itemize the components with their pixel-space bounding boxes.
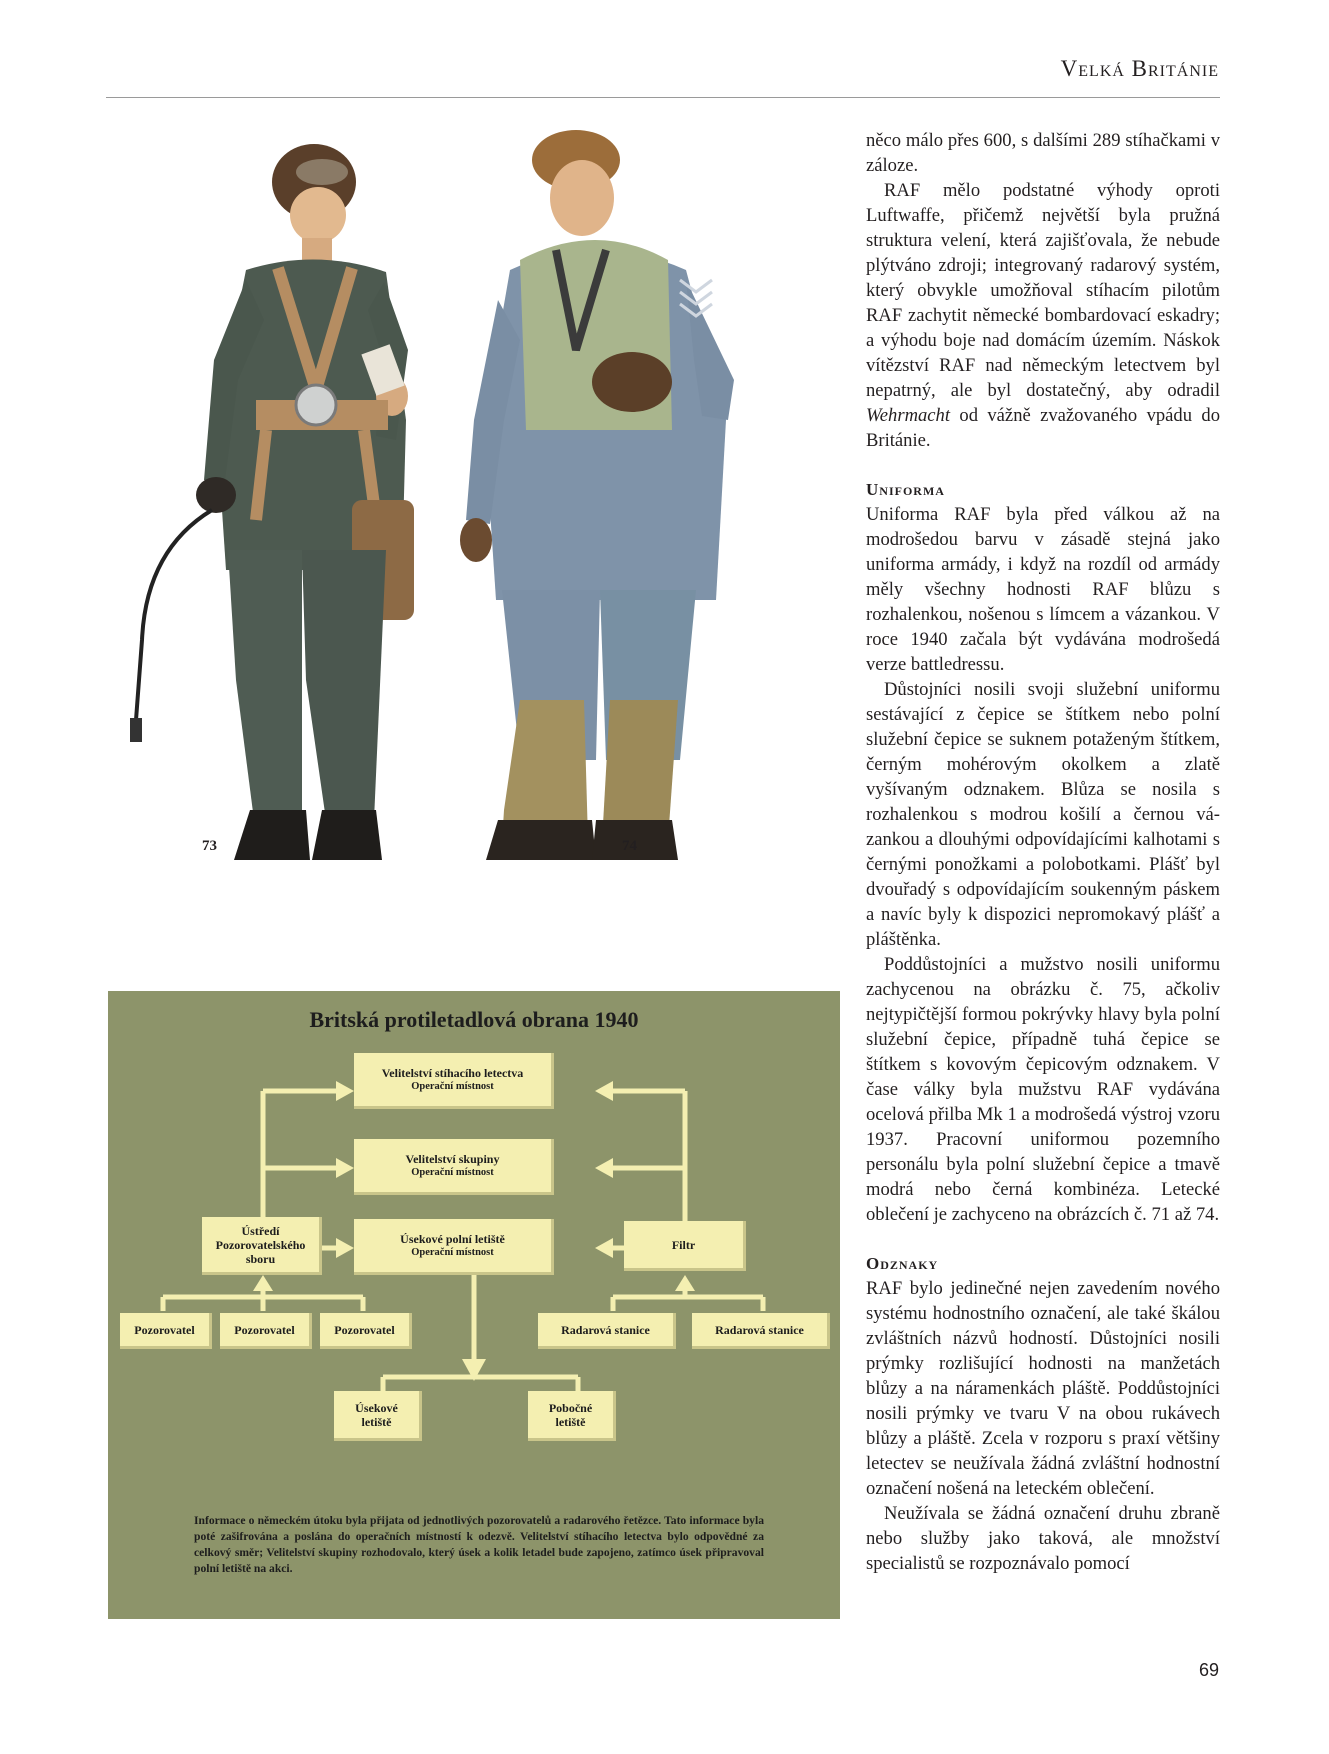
diagram-title: Britská protiletadlová obrana 1940	[309, 1007, 639, 1032]
figure-number-73: 73	[202, 838, 217, 854]
paragraph-1: něco málo přes 600, s dalšími 289 stíhačkami v záloze.	[866, 130, 1220, 176]
header-rule	[106, 97, 1220, 98]
paragraph-6: RAF bylo jedinečné nejen zavedením nového systému hodnostního označení, ale také škálou zvláštních názvů hodností. Důstojníci nosili prýmky rozlišující hodnosti na manžetách blůzy a na náramenkách pláště. Poddůstojníci nosili prýmky ve tvaru V na obou rukávech blůzy a pláště. Zcela v rozporu s praxí většiny letectev se neužívala žádná zvláštní hodnostní označení nošená na leteckém oblečení.	[866, 1278, 1220, 1499]
illustration-airmen	[106, 120, 846, 960]
figure-74	[460, 130, 734, 860]
box-fighter-command: Velitelství stíhacího letectva Operační místnost	[354, 1053, 554, 1109]
box-observer-1: Pozorovatel	[120, 1313, 212, 1349]
running-head: Velká Británie	[1060, 56, 1219, 81]
box-radar-1: Radarová stanice	[538, 1313, 676, 1349]
box-sector-airfield-ops: Úsekové polní letiště Operační místnost	[354, 1219, 554, 1275]
box-filter: Filtr	[624, 1221, 746, 1271]
box-satellite-airfield: Pobočné letiště	[528, 1391, 616, 1441]
diagram-caption: Informace o německém útoku byla přijata od jednotlivých pozorovatelů a radarového řetězce. Tato informace byla poté zašifrována a poslána do operačních místností k odezvě. Velitelství stíhacího letectva bylo odpovědné za celkový směr; Velitelství skupiny rozhodovalo, který úsek a kolik letadel bude zapojeno, zatímco úsek připravoval polní letiště na akci.	[194, 1514, 764, 1575]
text-column	[866, 128, 1220, 1576]
airmen-illustration-graphic	[106, 120, 846, 960]
paragraph-3: Uniforma RAF byla před válkou až na modrošedou barvu v zásadě stejná jako uniforma armády, i když na rozdíl od armády měly všechny hodnosti RAF blůzu s rozhalenkou, nošenou s límcem a vázankou. V roce 1940 začala být vydávána modrošedá verze battledressu.	[866, 504, 1220, 675]
figure-number-74: 74	[622, 838, 637, 854]
page-number: 69	[1198, 1660, 1219, 1680]
paragraph-7: Neužívala se žádná označení druhu zbraně nebo služby jako taková, ale množství specialistů se rozpoznávalo pomocí	[866, 1503, 1220, 1574]
paragraph-2: RAF mělo podstatné výhody oproti Luftwaffe, přičemž největší byla pružná struktura velení, která zajišťovala, že nebude plýtváno zdroji; integrovaný radarový systém, který obvykle umožňoval stíhacím pilotům RAF zachytit německé bombardovací eskadry; a výhodu boje nad domácím územím. Náskok vítězství RAF nad německým letectvem byl nepatrný, ale byl dostatečný, aby odradil Wehrmacht od vážně zvažovaného vpádu do Británie.	[866, 180, 1220, 451]
heading-odznaky: Odznaky	[866, 1254, 939, 1273]
box-observer-3: Pozorovatel	[320, 1313, 412, 1349]
air-defence-diagram	[108, 991, 840, 1619]
box-observer-corps-hq: Ústředí Pozorovatelského sboru	[202, 1217, 322, 1275]
paragraph-5: Poddůstojníci a mužstvo nosili uniformu zachycenou na obrázku č. 75, ačkoliv nejtypičtější formou pokrývky hlavy byla polní služební čepice, případně tuhá čepice se štítkem s kovovým čepicovým odznakem. V čase války byla mužstvu RAF vydávána ocelová přilba Mk 1 a modrošedá výstroj vzoru 1937. Pracovní uniformou pozemního personálu byla polní služební čepice a tmavě modrá nebo černá kombinéza. Letecké oblečení je zachyceno na obrázcích č. 71 až 74.	[866, 954, 1220, 1225]
box-group-command: Velitelství skupiny Operační místnost	[354, 1139, 554, 1195]
paragraph-4: Důstojníci nosili svoji služební uniformu sestávající z čepice se štítkem nebo polní služební čepice se suknem potaženým štítkem, černým mohérovým okolkem a zlatě vyšívaným odznakem. Blůza se nosila s rozhalenkou s modrou košilí a černou vázankou a dlouhými odpovídajícími kalhotami s černými ponožkami a polobotkami. Plášť byl dvouřadý s odpovídajícím soukenným páskem a navíc byly k dispozici nepromokavý plášť a pláštěnka.	[866, 679, 1220, 950]
heading-uniforma: Uniforma	[866, 480, 945, 499]
box-radar-2: Radarová stanice	[692, 1313, 830, 1349]
box-sector-airfield: Úsekové letiště	[334, 1391, 422, 1441]
box-observer-2: Pozorovatel	[220, 1313, 312, 1349]
figure-73	[130, 144, 414, 860]
